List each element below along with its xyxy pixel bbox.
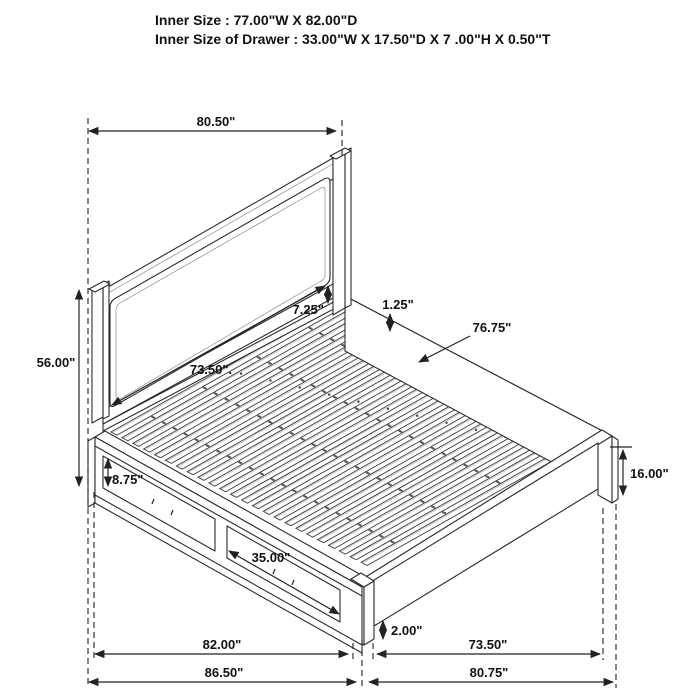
slat-support-clip [431, 447, 435, 449]
dim-rail-height: 16.00" [630, 466, 669, 481]
slat-support-clip [380, 535, 384, 537]
slat-screw-hole [357, 401, 359, 403]
slat-support-clip [377, 478, 381, 480]
slat-support-clip [214, 393, 218, 395]
dim-base-outer: 86.50" [204, 665, 244, 680]
slat-support-clip [282, 484, 286, 486]
slat-support-clip [304, 496, 308, 498]
slat-support-clip [247, 410, 251, 412]
slat-support-clip [293, 490, 297, 492]
slat-support-clip [410, 495, 414, 497]
slat-support-clip [369, 530, 373, 532]
slat-support-clip [301, 379, 305, 381]
slat-support-clip [344, 461, 348, 463]
slat-support-clip [257, 357, 261, 359]
slat-screw-hole [387, 408, 389, 410]
foot-left-post-right-face [364, 581, 374, 645]
slat-screw-hole [416, 415, 418, 417]
slat-screw-hole [299, 386, 301, 388]
slat-support-clip [217, 450, 221, 452]
slat-support-clip [344, 402, 348, 404]
slat-support-clip [225, 399, 229, 401]
slat-support-clip [320, 333, 324, 335]
dim-base-inner: 82.00" [202, 637, 242, 652]
slat-support-clip [388, 484, 392, 486]
slat-support-clip [420, 442, 424, 444]
dim-foot-outer: 80.75" [469, 665, 509, 680]
slat-support-clip [464, 464, 468, 466]
right-corner-sliver [612, 436, 618, 503]
slat-support-clip [475, 470, 479, 472]
slat-support-clip [309, 327, 313, 329]
slat-screw-hole [240, 372, 242, 374]
slat-support-clip [485, 476, 489, 478]
slat-support-clip [453, 459, 457, 461]
slat-support-clip [173, 428, 177, 430]
slat-support-clip [203, 387, 207, 389]
slat-support-clip [391, 541, 395, 543]
slat-support-clip [431, 506, 435, 508]
slat-support-clip [301, 438, 305, 440]
dim-lip: 1.25" [382, 297, 414, 312]
slat-support-clip [271, 479, 275, 481]
slat-support-clip [366, 472, 370, 474]
slat-support-clip [290, 433, 294, 435]
slat-support-clip [366, 413, 370, 415]
slat-support-clip [279, 368, 283, 370]
slat-support-clip [312, 444, 316, 446]
dim-panel-width: 73.50". [189, 362, 233, 377]
slat-support-clip [442, 512, 446, 514]
note-inner-size: Inner Size : 77.00"W X 82.00"D [155, 12, 358, 28]
note-inner-drawer-size: Inner Size of Drawer : 33.00"W X 17.50"D X 7 .00"H X 0.50"T [155, 31, 551, 47]
dim-slat-length: 76.75" [472, 320, 512, 335]
slat-support-clip [334, 455, 338, 457]
slat-support-clip [279, 427, 283, 429]
slat-support-clip [388, 425, 392, 427]
dim-headboard-height: 56.00" [36, 355, 76, 370]
slat-support-clip [325, 507, 329, 509]
slat-support-clip [358, 524, 362, 526]
slat-support-clip [249, 467, 253, 469]
slat-support-clip [162, 422, 166, 424]
slat-support-clip [268, 362, 272, 364]
headboard-right-post [333, 151, 345, 315]
slat-support-clip [151, 416, 155, 418]
footboard [351, 443, 598, 645]
slat-support-clip [311, 385, 315, 387]
slat-support-clip [409, 436, 413, 438]
slat-support-clip [398, 430, 402, 432]
slat-support-clip [184, 433, 188, 435]
dim-foot-inner: 73.50" [468, 637, 508, 652]
slat-support-clip [355, 467, 359, 469]
dim-drawer-width: 35.00" [251, 550, 291, 565]
slat-support-clip [333, 396, 337, 398]
slat-screw-hole [269, 379, 271, 381]
slat-support-clip [260, 473, 264, 475]
slat-support-clip [442, 453, 446, 455]
slat-support-clip [399, 489, 403, 491]
dim-headboard-width: 80.50" [196, 114, 236, 129]
slat-support-clip [227, 456, 231, 458]
slat-support-clip [377, 419, 381, 421]
slat-support-clip [336, 513, 340, 515]
dim-drawer-height: 8.75" [112, 472, 144, 487]
slat-screw-hole [445, 422, 447, 424]
slat-support-clip [238, 462, 242, 464]
slat-screw-hole [475, 429, 477, 431]
slat-support-clip [268, 421, 272, 423]
slat-support-clip [331, 339, 335, 341]
slat-screw-hole [328, 394, 330, 396]
slat-support-clip [195, 439, 199, 441]
slat-support-clip [322, 391, 326, 393]
slat-support-clip [290, 374, 294, 376]
slat-support-clip [496, 481, 500, 483]
dim-panel-gap: 7.25" [292, 302, 324, 317]
headboard-left-post-side [103, 281, 109, 419]
slat-support-clip [421, 501, 425, 503]
headboard-left-post [92, 284, 103, 423]
dim-floor-clearance: 2.00" [391, 623, 423, 638]
slat-support-clip [236, 404, 240, 406]
slat-support-clip [347, 518, 351, 520]
slat-support-clip [355, 408, 359, 410]
slat-support-clip [323, 450, 327, 452]
slat-support-clip [257, 416, 261, 418]
headboard-right-post-side [345, 148, 351, 308]
slat-support-clip [314, 501, 318, 503]
slat-support-clip [206, 445, 210, 447]
